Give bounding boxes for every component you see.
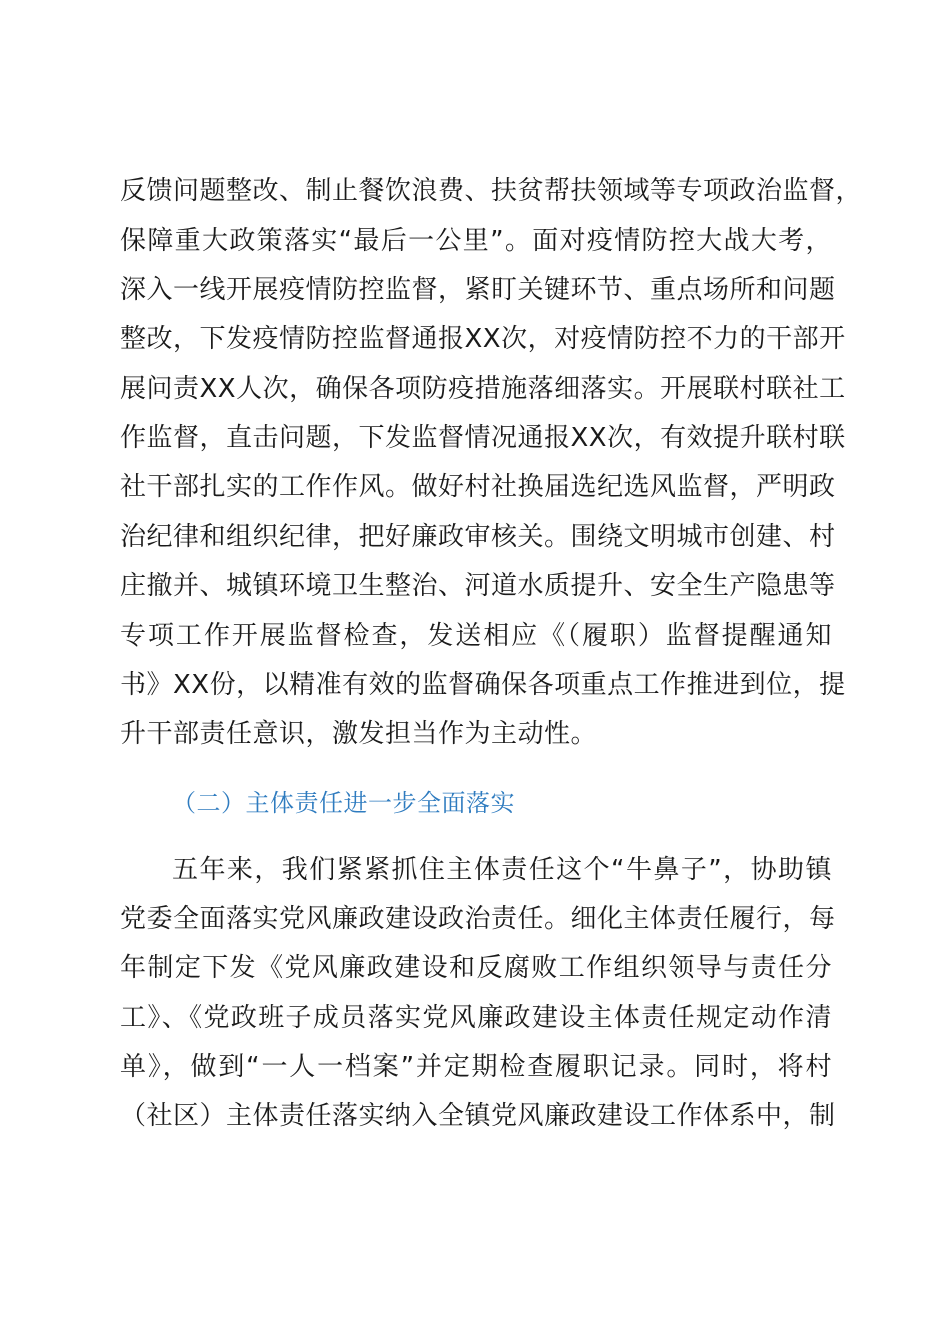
paragraph-2-line-6: （社区）主体责任落实纳入全镇党风廉政建设工作体系中，制 [120, 1101, 836, 1131]
paragraph-1-line-4: 整改，下发疫情防控监督通报XX次，对疫情防控不力的干部开 [120, 324, 846, 354]
paragraph-1-line-7: 社干部扎实的工作作风。做好村社换届选纪选风监督，严明政 [120, 472, 836, 502]
paragraph-2-line-4: 工》、《党政班子成员落实党风廉政建设主体责任规定动作清 [120, 1003, 832, 1033]
section-heading: （二）主体责任进一步全面落实 [172, 789, 515, 817]
paragraph-1-line-2: 保障重大政策落实“最后一公里”。面对疫情防控大战大考， [120, 226, 832, 256]
paragraph-1-line-5: 展问责XX人次，确保各项防疫措施落细落实。开展联村联社工 [120, 374, 846, 404]
paragraph-2-line-5: 单》，做到“一人一档案”并定期检查履职记录。同时，将村 [120, 1052, 832, 1082]
paragraph-1-line-8: 治纪律和组织纪律，把好廉政审核关。围绕文明城市创建、村 [120, 522, 836, 552]
paragraph-1-line-1: 反馈问题整改、制止餐饮浪费、扶贫帮扶领域等专项政治监督， [120, 176, 863, 206]
paragraph-2-line-3: 年制定下发《党风廉政建设和反腐败工作组织领导与责任分 [120, 953, 832, 983]
paragraph-1-line-9: 庄撤并、城镇环境卫生整治、河道水质提升、安全生产隐患等 [120, 571, 836, 601]
paragraph-1-line-10: 专项工作开展监督检查，发送相应《（履职）监督提醒通知 [120, 621, 832, 651]
paragraph-1-line-6: 作监督，直击问题，下发监督情况通报XX次，有效提升联村联 [120, 423, 846, 453]
paragraph-1-line-11: 书》XX份，以精准有效的监督确保各项重点工作推进到位，提 [120, 670, 846, 700]
paragraph-2-line-2: 党委全面落实党风廉政建设政治责任。细化主体责任履行，每 [120, 904, 836, 934]
paragraph-1-line-3: 深入一线开展疫情防控监督，紧盯关键环节、重点场所和问题 [120, 275, 836, 305]
paragraph-1-line-12: 升干部责任意识，激发担当作为主动性。 [120, 719, 598, 749]
paragraph-2-line-1: 五年来，我们紧紧抓住主体责任这个“牛鼻子”，协助镇 [172, 855, 832, 885]
